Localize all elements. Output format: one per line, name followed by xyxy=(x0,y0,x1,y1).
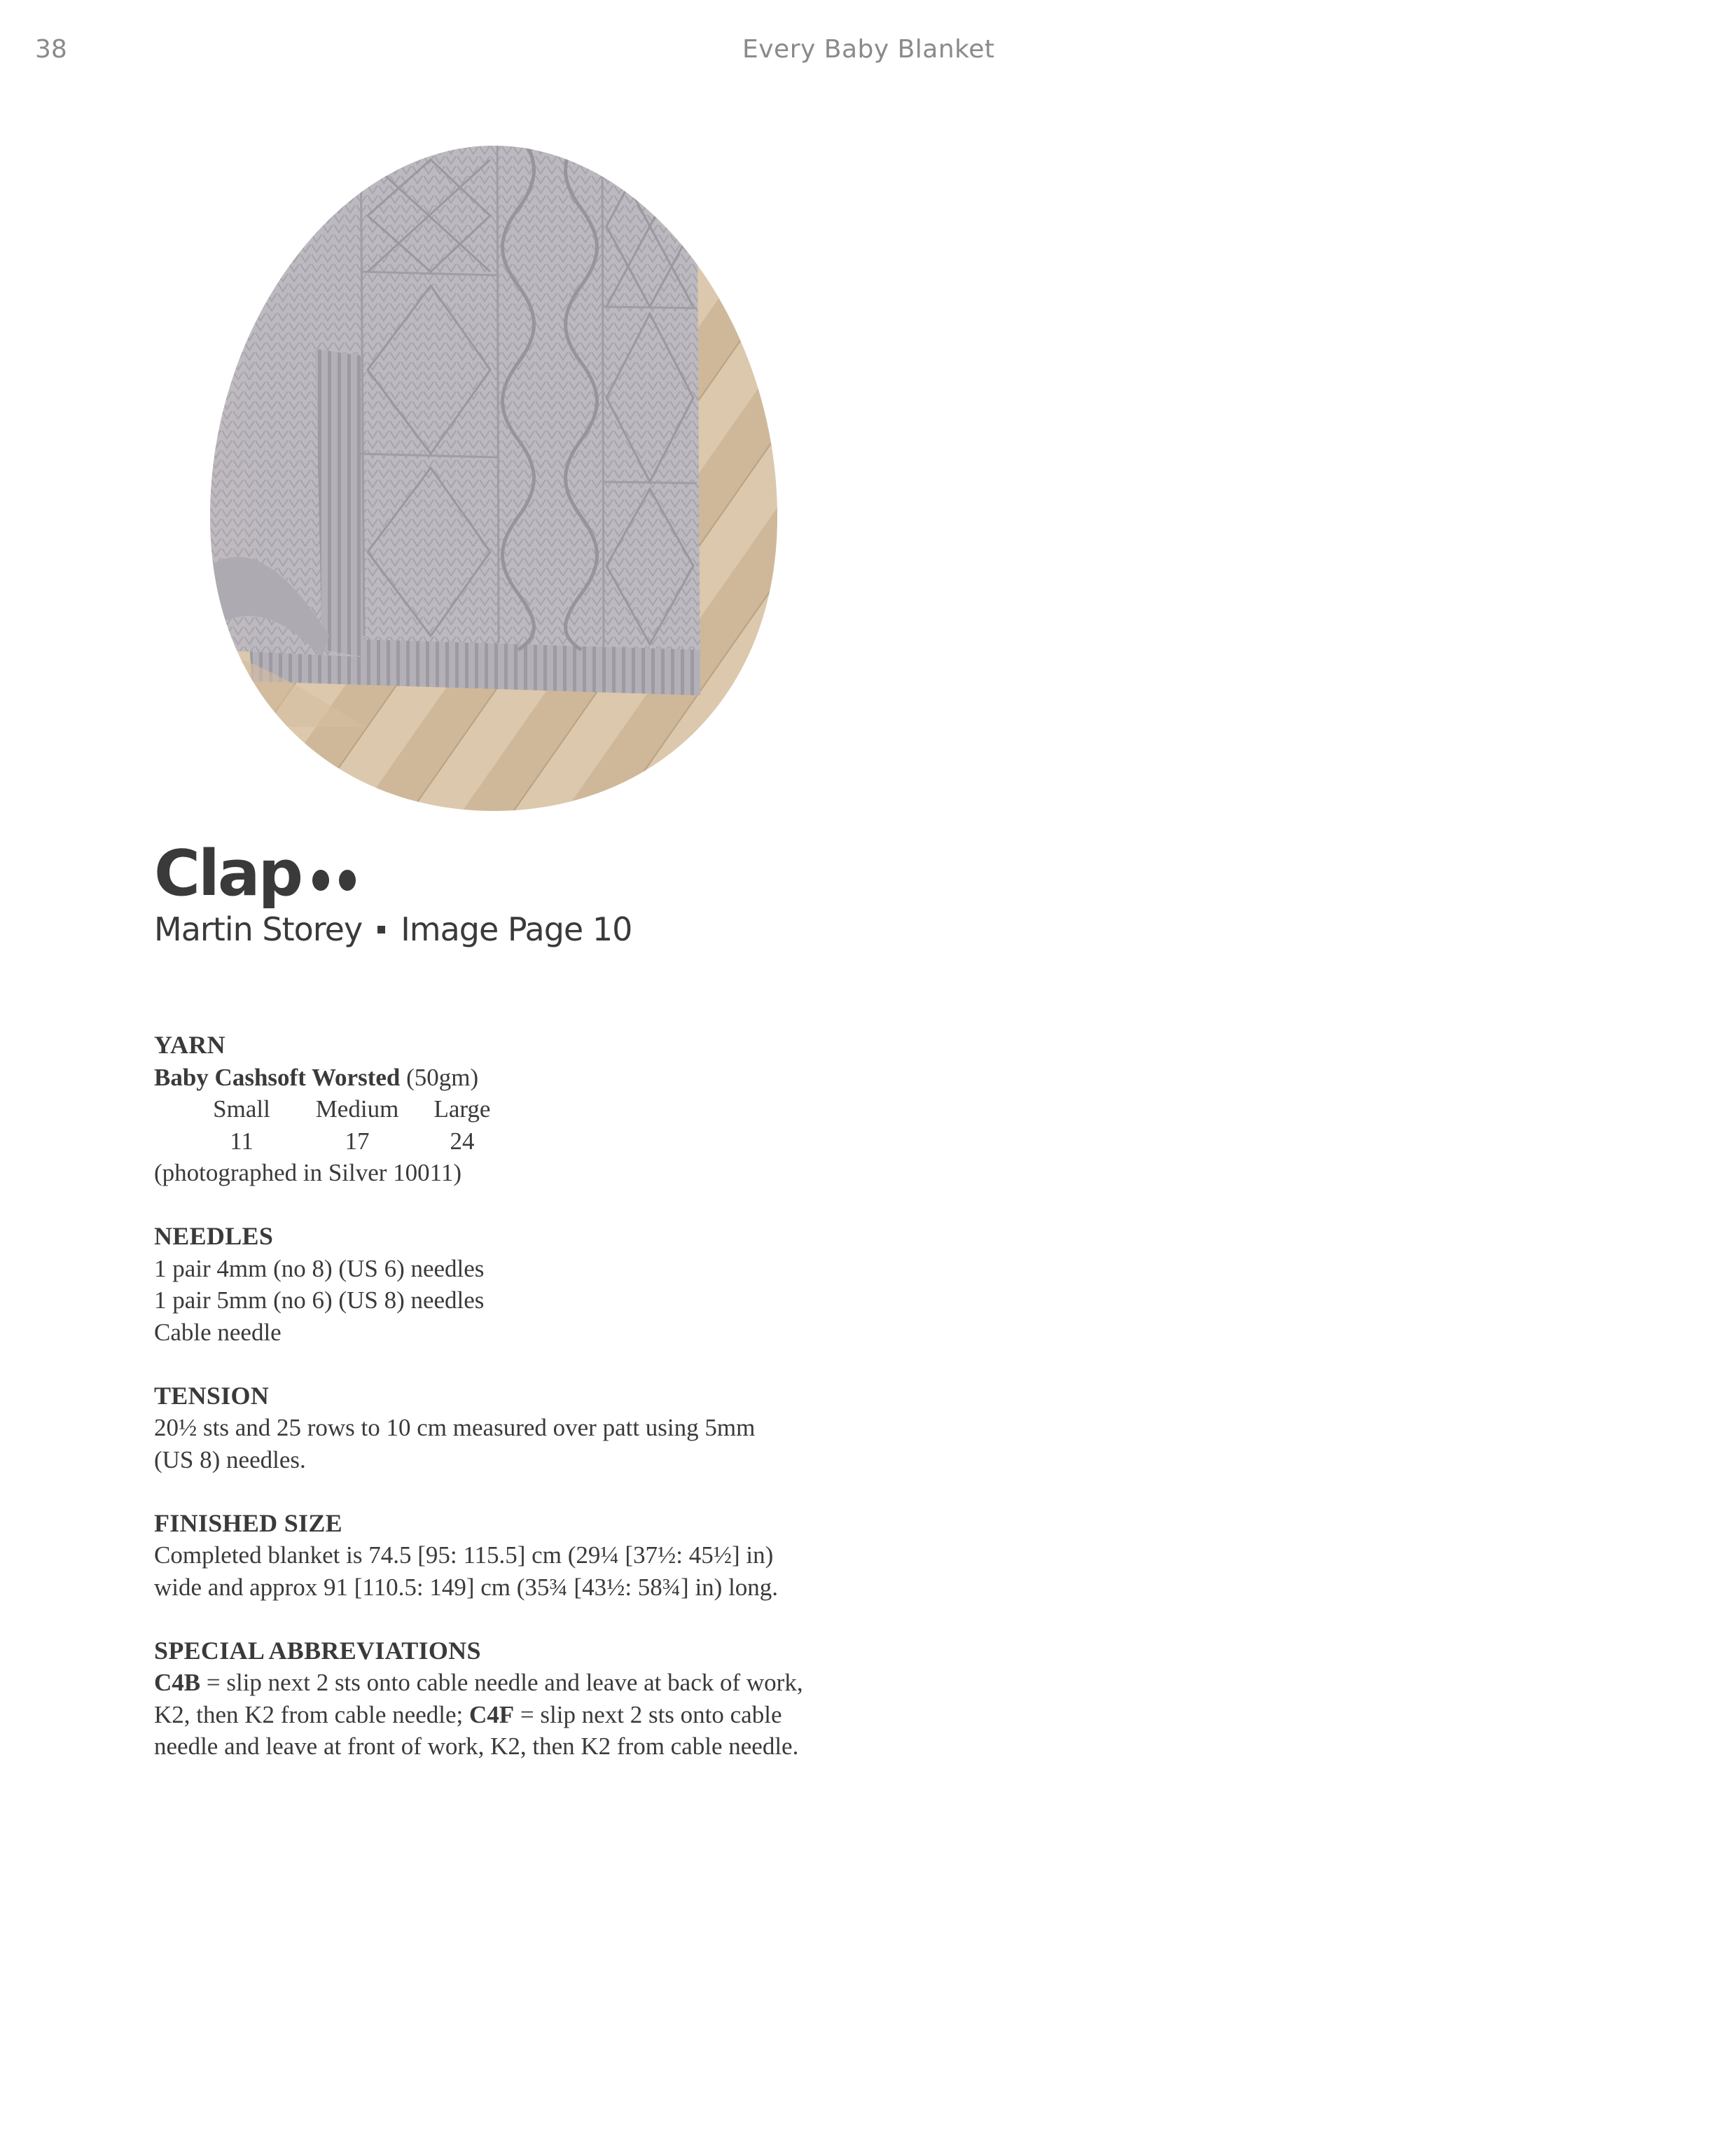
yarn-line xyxy=(154,1062,854,1094)
byline xyxy=(154,910,632,948)
page-number: 38 xyxy=(35,35,67,64)
yarn-name: Baby Cashsoft Worsted xyxy=(154,1063,401,1091)
running-title: Every Baby Blanket xyxy=(742,35,995,64)
needles-section xyxy=(154,1221,854,1348)
section-heading: YARN xyxy=(154,1031,225,1059)
difficulty-dot-icon xyxy=(312,870,329,891)
size-quantity: 17 xyxy=(345,1127,370,1155)
size-quantity: 24 xyxy=(450,1127,475,1155)
size-label: Medium xyxy=(315,1095,399,1123)
size-table xyxy=(154,1093,854,1157)
tension-text: 20½ sts and 25 rows to 10 cm measured over patt using 5mm xyxy=(154,1414,756,1441)
tension-text: (US 8) needles. xyxy=(154,1445,306,1473)
section-heading: NEEDLES xyxy=(154,1222,274,1250)
yarn-section xyxy=(154,1029,854,1189)
difficulty-rating xyxy=(312,870,356,891)
section-heading: SPECIAL ABBREVIATIONS xyxy=(154,1636,481,1665)
finished-size-text: Completed blanket is 74.5 [95: 115.5] cm (29¼ [37½: 45½] in) xyxy=(154,1541,774,1569)
finished-size-section xyxy=(154,1508,854,1604)
size-label: Small xyxy=(213,1095,270,1123)
needle-item: Cable needle xyxy=(154,1318,282,1346)
yarn-colour-note: (photographed in Silver 10011) xyxy=(154,1159,462,1186)
abbreviation-definition: = slip next 2 sts onto cable xyxy=(514,1700,782,1728)
abbreviation-line: needle and leave at front of work, K2, then K2 from cable needle. xyxy=(154,1733,799,1760)
section-heading: TENSION xyxy=(154,1381,270,1410)
abbreviation-definition: = slip next 2 sts onto cable needle and leave at back of work, xyxy=(200,1669,803,1696)
abbreviation-line xyxy=(154,1667,854,1699)
pattern-title-row xyxy=(154,837,356,910)
pattern-details xyxy=(154,1029,854,1794)
size-label: Large xyxy=(433,1095,491,1123)
separator-square-icon xyxy=(377,926,385,933)
abbreviations-section xyxy=(154,1635,854,1763)
knitted-blanket-photo xyxy=(210,146,777,811)
image-page-ref: Image Page 10 xyxy=(401,910,632,948)
designer-name: Martin Storey xyxy=(154,910,363,948)
abbreviation-line xyxy=(154,1699,854,1731)
difficulty-dot-icon xyxy=(339,870,356,891)
needle-item: 1 pair 5mm (no 6) (US 8) needles xyxy=(154,1286,485,1314)
tension-section xyxy=(154,1380,854,1476)
finished-size-text: wide and approx 91 [110.5: 149] cm (35¾ [43½: 58¾] in) long. xyxy=(154,1573,779,1601)
size-quantity: 11 xyxy=(230,1127,254,1155)
needle-item: 1 pair 4mm (no 8) (US 6) needles xyxy=(154,1254,485,1282)
yarn-weight: (50gm) xyxy=(406,1063,479,1091)
abbreviation-term: C4F xyxy=(468,1700,515,1728)
section-heading: FINISHED SIZE xyxy=(154,1508,342,1537)
pattern-title: Clap xyxy=(154,837,302,910)
abbreviation-definition: K2, then K2 from cable needle; xyxy=(154,1700,469,1728)
abbreviation-term: C4B xyxy=(154,1669,201,1696)
